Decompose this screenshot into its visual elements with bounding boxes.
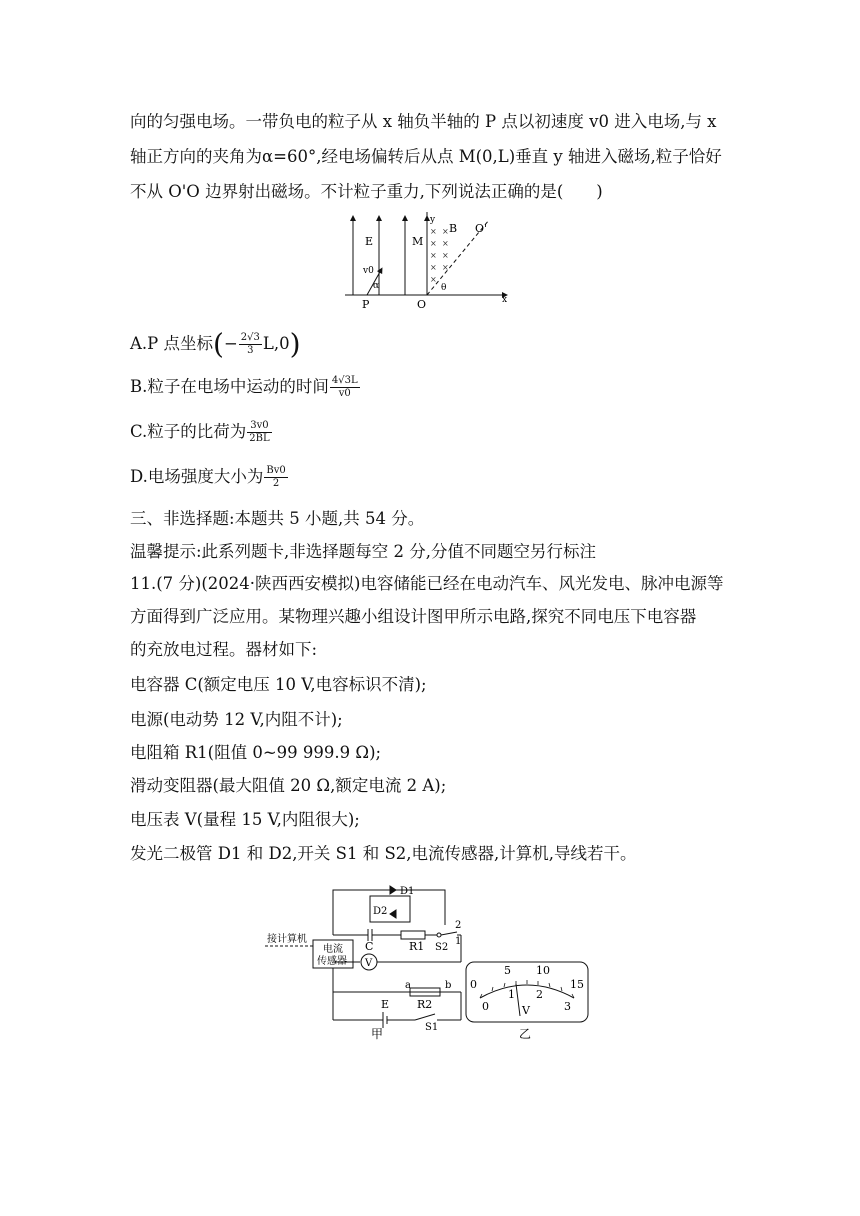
option-b: B.粒子在电场中运动的时间 $\frac{4√3L}{v0}$: [130, 375, 358, 399]
svg-text:×: ×: [430, 227, 437, 236]
dial-unit: V: [522, 1004, 530, 1017]
svg-text:×: ×: [442, 263, 449, 272]
q11-item: 电阻箱 R1(阻值 0~99 999.9 Ω);: [130, 743, 382, 762]
label-terminal-1: 1: [455, 936, 462, 947]
scale-bottom-0: 0: [482, 1000, 489, 1013]
label-terminal-2: 2: [455, 920, 462, 931]
fig1-label-B: B: [449, 222, 458, 235]
svg-text:×: ×: [430, 275, 437, 284]
label-V: V: [365, 958, 373, 969]
svg-text:×: ×: [430, 251, 437, 260]
fig1-label-E: E: [365, 235, 374, 248]
voltmeter-dial: [462, 958, 592, 1048]
label-S2: S2: [435, 942, 449, 953]
q11-item: 电压表 V(量程 15 V,内阻很大);: [130, 810, 360, 829]
problem-intro-line2: 轴正方向的夹角为α=60°,经电场偏转后从点 M(0,L)垂直 y 轴进入磁场,粒子恰好: [130, 147, 722, 166]
scale-top-0: 0: [470, 978, 477, 991]
section-heading: 三、非选择题:本题共 5 小题,共 54 分。: [130, 509, 425, 528]
label-D1: D1: [400, 886, 415, 897]
q11-line2: 方面得到广泛应用。某物理兴趣小组设计图甲所示电路,探究不同电压下电容器: [130, 607, 697, 626]
circuit-diagram: [265, 880, 465, 1040]
svg-text:×: ×: [430, 263, 437, 272]
q11-line1: 11.(7 分)(2024·陕西西安模拟)电容储能已经在电动汽车、风光发电、脉冲电源等: [130, 574, 724, 593]
svg-text:×: ×: [442, 227, 449, 236]
scale-bottom-1: 1: [508, 988, 515, 1001]
option-a: A.P 点坐标(− $\frac{2√3}{3}$ L,0): [130, 327, 301, 361]
scale-top-15: 15: [570, 978, 584, 991]
q11-item: 滑动变阻器(最大阻值 20 Ω,额定电流 2 A);: [130, 776, 447, 795]
fig1-label-theta: θ: [441, 283, 447, 293]
label-connect-computer: 接计算机: [267, 934, 307, 945]
svg-text:×: ×: [442, 251, 449, 260]
option-c: C.粒子的比荷为 $\frac{3v0}{2BL}$: [130, 420, 270, 444]
problem-intro-line3: 不从 O'O 边界射出磁场。不计粒子重力,下列说法正确的是( ): [130, 182, 603, 201]
label-C: C: [365, 940, 374, 953]
field-diagram: [345, 210, 520, 315]
fig1-label-y: y: [430, 215, 436, 225]
fig1-label-Oprime: O': [475, 222, 488, 235]
fig1-label-x: x: [502, 295, 508, 305]
fig1-label-M: M: [412, 235, 424, 248]
q11-item: 电容器 C(额定电压 10 V,电容标识不清);: [130, 675, 427, 694]
label-D2: D2: [373, 906, 388, 917]
fig1-label-v0: v0: [363, 266, 374, 276]
label-S1: S1: [425, 1022, 439, 1033]
option-d: D.电场强度大小为 $\frac{Bv0}{2}$: [130, 465, 286, 489]
caption-yi: 乙: [519, 1027, 532, 1041]
problem-intro-line1: 向的匀强电场。一带负电的粒子从 x 轴负半轴的 P 点以初速度 v0 进入电场,与 x: [130, 112, 717, 131]
section-tip: 温馨提示:此系列题卡,非选择题每空 2 分,分值不同题空另行标注: [130, 542, 597, 561]
label-sensor-line2: 传感器: [317, 956, 347, 967]
dial-ticks: [480, 980, 574, 998]
scale-bottom-2: 2: [536, 988, 543, 1001]
svg-text:×: ×: [430, 239, 437, 248]
label-b: b: [445, 980, 452, 991]
q11-item: 发光二极管 D1 和 D2,开关 S1 和 S2,电流传感器,计算机,导线若干。: [130, 844, 637, 863]
fig1-label-O: O: [417, 298, 427, 311]
scale-top-5: 5: [504, 964, 511, 977]
label-R2: R2: [417, 998, 433, 1011]
scale-bottom-3: 3: [564, 1000, 571, 1013]
label-a: a: [405, 980, 411, 991]
label-E: E: [381, 998, 390, 1011]
q11-item: 电源(电动势 12 V,内阻不计);: [130, 710, 343, 729]
fig1-label-P: P: [362, 298, 370, 311]
svg-text:×: ×: [442, 239, 449, 248]
label-R1: R1: [409, 940, 425, 953]
magnetic-field-crosses: [430, 227, 449, 284]
dial-needle: [516, 984, 520, 1016]
fig1-label-alpha: α: [373, 281, 380, 291]
caption-jia: 甲: [371, 1027, 384, 1040]
scale-top-10: 10: [536, 964, 550, 977]
q11-line3: 的充放电过程。器材如下:: [130, 640, 318, 659]
label-sensor-line1: 电流: [323, 944, 343, 955]
